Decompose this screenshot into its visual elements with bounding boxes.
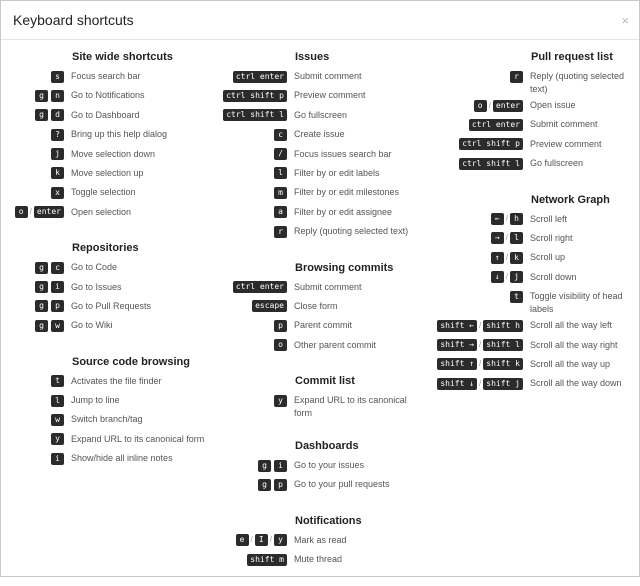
key-cap: t <box>510 291 523 303</box>
shortcut-description: Go fullscreen <box>530 158 584 169</box>
shortcut-row <box>427 154 633 173</box>
section-title: Issues <box>295 51 330 63</box>
dialog-header <box>1 1 639 40</box>
shortcut-row <box>427 287 633 316</box>
close-icon[interactable]: × <box>621 13 629 28</box>
key-cap: k <box>51 167 64 179</box>
shortcut-row <box>427 96 633 115</box>
shortcut-description: Reply (quoting selected text) <box>294 226 409 237</box>
shortcut-description: Preview comment <box>294 90 366 101</box>
shortcut-keys <box>427 316 523 333</box>
column-middle <box>223 47 419 586</box>
key-separator: / <box>250 535 253 545</box>
shortcut-description: Other parent commit <box>294 339 377 350</box>
key-cap: p <box>274 479 287 491</box>
shortcut-description: Filter by or edit assignee <box>294 206 393 217</box>
section-title: Site wide shortcuts <box>72 51 173 63</box>
shortcut-keys <box>427 96 523 113</box>
shortcut-description: Scroll right <box>530 232 573 243</box>
shortcut-keys <box>427 229 523 246</box>
shortcut-keys <box>9 449 64 466</box>
shortcut-row <box>427 268 633 287</box>
key-cap: t <box>51 375 64 387</box>
shortcut-row <box>9 278 219 297</box>
shortcut-keys <box>427 336 523 353</box>
key-cap: n <box>51 90 64 102</box>
shortcut-row <box>223 106 419 125</box>
key-cap: w <box>51 414 64 426</box>
key-cap: i <box>51 281 64 293</box>
shortcut-row <box>223 125 419 144</box>
key-cap: escape <box>252 300 287 312</box>
shortcut-keys <box>223 297 287 314</box>
key-cap: j <box>51 148 64 160</box>
shortcut-keys <box>223 125 287 142</box>
shortcut-keys <box>427 374 523 391</box>
shortcut-keys <box>223 336 287 353</box>
section-issues <box>223 47 419 242</box>
key-separator: / <box>29 207 32 217</box>
shortcut-keys <box>223 86 287 103</box>
dialog-title: Keyboard shortcuts <box>13 12 134 28</box>
shortcut-row <box>223 297 419 316</box>
shortcut-keys <box>223 475 287 492</box>
column-left <box>9 47 219 485</box>
section-commit-list <box>223 371 419 420</box>
shortcut-row <box>9 106 219 125</box>
shortcut-keys <box>427 355 523 372</box>
key-cap: r <box>510 71 523 83</box>
section-site-wide-shortcuts <box>9 47 219 222</box>
key-cap: j <box>510 271 523 283</box>
section-browsing-commits <box>223 258 419 356</box>
key-cap: g <box>258 479 271 491</box>
shortcut-row <box>427 210 633 229</box>
shortcut-keys <box>9 145 64 162</box>
shortcut-description: Scroll all the way left <box>530 320 613 331</box>
shortcut-description: Parent commit <box>294 320 353 331</box>
shortcut-description: Focus search bar <box>71 71 141 81</box>
key-cap: shift ↑ <box>437 358 477 370</box>
shortcut-description: Expand URL to its canonical form <box>71 433 205 444</box>
shortcut-keys <box>223 391 287 408</box>
shortcut-description: Go fullscreen <box>294 109 348 120</box>
shortcut-description: Mute thread <box>294 554 343 565</box>
shortcut-description: Scroll all the way up <box>530 358 611 369</box>
shortcut-keys <box>223 106 287 123</box>
shortcut-description: Scroll up <box>530 252 566 263</box>
shortcut-description: Submit comment <box>294 281 362 292</box>
key-cap: i <box>51 453 64 465</box>
key-cap: ↑ <box>491 252 504 264</box>
key-cap: h <box>510 213 523 225</box>
shortcut-row <box>9 164 219 183</box>
shortcut-description: Scroll all the way down <box>530 378 622 389</box>
key-cap: a <box>274 206 287 218</box>
key-cap: x <box>51 187 64 199</box>
shortcut-keys <box>9 430 64 447</box>
shortcut-row <box>223 86 419 105</box>
shortcut-row <box>9 430 219 449</box>
shortcut-description: Expand URL to its canonical form <box>294 395 407 419</box>
shortcut-row <box>9 297 219 316</box>
shortcut-keys <box>9 203 64 220</box>
shortcut-description: Toggle selection <box>71 187 136 198</box>
shortcut-description: Go to your issues <box>294 460 365 471</box>
shortcut-keys <box>9 372 64 389</box>
key-cap: ctrl shift l <box>459 158 523 170</box>
shortcut-row <box>9 86 219 105</box>
shortcut-description: Open selection <box>71 206 132 217</box>
shortcut-keys <box>9 297 64 314</box>
key-cap: g <box>35 320 48 332</box>
shortcut-description: Go to Code <box>71 262 118 273</box>
key-cap: g <box>35 262 48 274</box>
shortcut-row <box>223 316 419 335</box>
key-cap: / <box>274 148 287 160</box>
shortcut-row <box>223 222 419 241</box>
shortcut-row <box>223 203 419 222</box>
key-cap: ctrl shift p <box>223 90 287 102</box>
shortcut-keys <box>9 125 64 142</box>
key-cap: ← <box>491 213 504 225</box>
key-cap: i <box>274 460 287 472</box>
shortcut-row <box>9 203 219 222</box>
shortcut-description: Filter by or edit milestones <box>294 187 400 198</box>
key-cap: ↓ <box>491 271 504 283</box>
key-separator: / <box>505 214 508 224</box>
key-cap: s <box>51 71 64 83</box>
key-cap: y <box>274 534 287 546</box>
key-cap: shift m <box>247 554 287 566</box>
shortcut-description: Go to Pull Requests <box>71 300 152 311</box>
section-title: Pull request list <box>531 51 613 63</box>
section-title: Commit list <box>295 375 355 388</box>
shortcut-row <box>427 336 633 355</box>
key-cap: shift l <box>483 339 523 351</box>
shortcut-row <box>427 229 633 248</box>
shortcut-row <box>223 183 419 202</box>
shortcut-row <box>9 410 219 429</box>
shortcut-row <box>9 316 219 335</box>
key-cap: r <box>274 226 287 238</box>
section-title: Browsing commits <box>295 261 394 274</box>
key-cap: shift ↓ <box>437 378 477 390</box>
shortcut-keys <box>9 316 64 333</box>
key-cap: o <box>15 206 28 218</box>
shortcut-keys <box>223 164 287 181</box>
shortcut-keys <box>427 67 523 84</box>
key-cap: g <box>35 90 48 102</box>
shortcut-keys <box>223 67 287 84</box>
shortcut-keys <box>223 278 287 295</box>
shortcut-description: Scroll all the way right <box>530 339 618 350</box>
key-cap: p <box>274 320 287 332</box>
shortcut-description: Bring up this help dialog <box>71 129 168 140</box>
key-cap: enter <box>493 100 523 112</box>
shortcut-keys <box>9 86 64 103</box>
shortcut-description: Toggle visibility of head labels <box>530 291 623 315</box>
shortcut-row <box>427 355 633 374</box>
shortcut-row <box>223 145 419 164</box>
key-cap: shift j <box>483 378 523 390</box>
key-cap: ctrl enter <box>469 119 523 131</box>
shortcut-description: Reply (quoting selected text) <box>530 71 625 94</box>
shortcut-row <box>427 248 633 267</box>
key-separator: / <box>479 340 482 350</box>
shortcut-row <box>427 67 633 96</box>
shortcut-description: Open issue <box>530 100 576 110</box>
shortcut-row <box>223 67 419 86</box>
shortcut-row <box>9 183 219 202</box>
shortcut-keys <box>9 391 64 408</box>
key-cap: shift ← <box>437 320 477 332</box>
shortcut-row <box>223 336 419 355</box>
shortcut-description: Focus issues search bar <box>294 148 392 159</box>
key-cap: shift h <box>483 320 523 332</box>
key-separator: / <box>479 320 482 330</box>
shortcut-row <box>223 550 419 569</box>
shortcut-description: Create issue <box>294 129 345 140</box>
key-cap: c <box>274 129 287 141</box>
key-cap: m <box>274 187 287 199</box>
shortcut-keys <box>223 456 287 473</box>
shortcut-row <box>223 391 419 420</box>
shortcut-keys <box>9 106 64 123</box>
key-cap: y <box>274 395 287 407</box>
shortcut-row <box>223 531 419 550</box>
section-notifications <box>223 511 419 570</box>
shortcut-description: Move selection down <box>71 148 156 159</box>
key-separator: / <box>505 272 508 282</box>
key-cap: e <box>236 534 249 546</box>
shortcut-keys <box>9 164 64 181</box>
section-title: Repositories <box>72 242 139 255</box>
shortcut-row <box>223 456 419 475</box>
key-cap: d <box>51 109 64 121</box>
shortcut-description: Mark as read <box>294 534 347 545</box>
section-pull-request-list <box>427 47 633 174</box>
shortcut-row <box>223 164 419 183</box>
key-cap: → <box>491 232 504 244</box>
shortcut-description: Go to Wiki <box>71 320 113 331</box>
key-cap: g <box>35 300 48 312</box>
shortcut-keys <box>427 287 523 304</box>
key-cap: l <box>510 232 523 244</box>
key-cap: ctrl enter <box>233 281 287 293</box>
shortcut-description: Go to Dashboard <box>71 109 140 120</box>
key-cap: l <box>274 167 287 179</box>
shortcut-keys <box>427 115 523 132</box>
shortcut-row <box>9 372 219 391</box>
key-cap: y <box>51 433 64 445</box>
shortcut-row <box>427 135 633 154</box>
shortcut-description: Switch branch/tag <box>71 414 143 425</box>
shortcut-row <box>427 374 633 393</box>
shortcut-description: Filter by or edit labels <box>294 167 380 178</box>
key-cap: g <box>35 281 48 293</box>
shortcut-description: Close form <box>294 300 338 311</box>
shortcut-row <box>9 145 219 164</box>
key-cap: g <box>35 109 48 121</box>
key-cap: shift k <box>483 358 523 370</box>
key-separator: / <box>505 252 508 262</box>
section-title: Dashboards <box>295 440 359 453</box>
shortcut-description: Go to Issues <box>71 281 122 292</box>
shortcut-keys <box>427 210 523 227</box>
section-dashboards <box>223 436 419 495</box>
key-cap: l <box>51 395 64 407</box>
shortcut-description: Jump to line <box>71 395 120 406</box>
shortcut-row <box>9 67 219 86</box>
shortcut-row <box>427 316 633 335</box>
shortcut-description: Scroll left <box>530 213 568 224</box>
shortcut-keys <box>9 410 64 427</box>
shortcut-description: Preview comment <box>530 138 602 149</box>
shortcut-keys <box>9 258 64 275</box>
shortcut-keys <box>223 183 287 200</box>
shortcut-description: Move selection up <box>71 167 144 178</box>
shortcut-keys <box>9 183 64 200</box>
shortcut-description: Activates the file finder <box>71 375 162 386</box>
key-cap: ctrl shift l <box>223 109 287 121</box>
key-separator: / <box>479 378 482 388</box>
key-separator: / <box>479 359 482 369</box>
key-cap: I <box>255 534 268 546</box>
key-cap: k <box>510 252 523 264</box>
shortcut-keys <box>427 268 523 285</box>
section-title: Network Graph <box>531 193 610 206</box>
key-cap: ctrl enter <box>233 71 287 83</box>
key-cap: w <box>51 320 64 332</box>
shortcut-keys <box>223 316 287 333</box>
section-source-code-browsing <box>9 352 219 469</box>
shortcut-keys <box>427 135 523 152</box>
shortcut-keys <box>427 248 523 265</box>
key-cap: p <box>51 300 64 312</box>
shortcut-description: Submit comment <box>530 119 598 130</box>
shortcut-row <box>9 391 219 410</box>
shortcut-keys <box>223 531 287 548</box>
shortcut-keys <box>9 67 64 84</box>
key-cap: ctrl shift p <box>459 138 523 150</box>
key-cap: ? <box>51 129 64 141</box>
shortcut-row <box>223 475 419 494</box>
section-title: Notifications <box>295 514 362 527</box>
shortcut-row <box>9 258 219 277</box>
shortcut-keys <box>223 222 287 239</box>
key-cap: enter <box>34 206 64 218</box>
shortcut-keys <box>223 203 287 220</box>
key-cap: shift → <box>437 339 477 351</box>
shortcut-description: Show/hide all inline notes <box>71 453 173 464</box>
shortcut-description: Submit comment <box>294 71 362 81</box>
shortcut-description: Go to Notifications <box>71 90 145 101</box>
shortcut-keys <box>9 278 64 295</box>
shortcut-keys <box>427 154 523 171</box>
key-cap: o <box>274 339 287 351</box>
key-cap: o <box>474 100 487 112</box>
section-title: Source code browsing <box>72 355 190 368</box>
key-cap: g <box>258 460 271 472</box>
shortcut-keys <box>223 145 287 162</box>
shortcut-row <box>427 115 633 134</box>
shortcut-keys <box>223 550 287 567</box>
shortcut-description: Go to your pull requests <box>294 479 390 490</box>
section-repositories <box>9 238 219 336</box>
shortcut-description: Scroll down <box>530 271 577 282</box>
key-separator: / <box>505 233 508 243</box>
column-right <box>427 47 633 410</box>
shortcut-row <box>9 449 219 468</box>
shortcut-row <box>223 278 419 297</box>
key-cap: c <box>51 262 64 274</box>
section-network-graph <box>427 190 633 394</box>
shortcut-row <box>9 125 219 144</box>
key-separator: / <box>488 100 491 110</box>
key-separator: / <box>269 535 272 545</box>
